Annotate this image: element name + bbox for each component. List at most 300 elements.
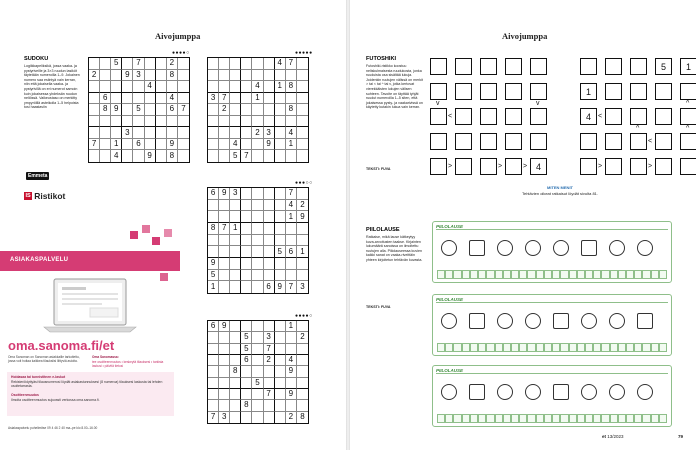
sudoku-cell[interactable]: 7 [208, 412, 219, 423]
sudoku-cell[interactable]: 8 [286, 81, 297, 93]
sudoku-cell[interactable] [111, 93, 122, 105]
sudoku-cell[interactable] [89, 104, 100, 116]
futoshiki-cell[interactable] [655, 108, 672, 125]
sudoku-cell[interactable]: 9 [219, 188, 230, 200]
sudoku-cell[interactable] [264, 150, 275, 162]
futoshiki-cell[interactable] [530, 83, 547, 100]
sudoku-cell[interactable] [297, 344, 308, 355]
sudoku-cell[interactable] [264, 211, 275, 223]
sudoku-cell[interactable]: 6 [100, 93, 111, 105]
futoshiki-cell[interactable]: 4 [530, 158, 547, 175]
sudoku-cell[interactable]: 1 [230, 223, 241, 235]
sudoku-cell[interactable] [275, 211, 286, 223]
sudoku-cell[interactable]: 4 [286, 127, 297, 139]
sudoku-cell[interactable] [241, 389, 252, 400]
futoshiki-cell[interactable] [480, 158, 497, 175]
sudoku-cell[interactable] [230, 235, 241, 247]
sudoku-cell[interactable]: 3 [133, 70, 144, 82]
futoshiki-cell[interactable]: 4 [580, 108, 597, 125]
sudoku-cell[interactable] [230, 58, 241, 70]
sudoku-cell[interactable] [133, 150, 144, 162]
sudoku-cell[interactable] [252, 211, 263, 223]
sudoku-cell[interactable] [264, 70, 275, 82]
sudoku-cell[interactable] [230, 93, 241, 105]
sudoku-cell[interactable]: 8 [230, 366, 241, 377]
sudoku-cell[interactable] [145, 70, 156, 82]
sudoku-cell[interactable] [241, 321, 252, 332]
futoshiki-cell[interactable] [455, 133, 472, 150]
sudoku-cell[interactable] [178, 70, 189, 82]
sudoku-cell[interactable] [219, 246, 230, 258]
sudoku-cell[interactable] [145, 58, 156, 70]
futoshiki-cell[interactable] [505, 158, 522, 175]
sudoku-cell[interactable] [208, 332, 219, 343]
sudoku-cell[interactable] [219, 127, 230, 139]
sudoku-cell[interactable]: 5 [241, 332, 252, 343]
futoshiki-cell[interactable] [605, 133, 622, 150]
sudoku-cell[interactable]: 7 [89, 139, 100, 151]
futoshiki-cell[interactable] [680, 133, 696, 150]
sudoku-cell[interactable] [208, 200, 219, 212]
futoshiki-cell[interactable] [530, 58, 547, 75]
sudoku-cell[interactable] [241, 258, 252, 270]
sudoku-cell[interactable] [286, 223, 297, 235]
sudoku-cell[interactable] [156, 58, 167, 70]
sudoku-cell[interactable]: 1 [111, 139, 122, 151]
sudoku-cell[interactable] [230, 246, 241, 258]
futoshiki-cell[interactable] [455, 58, 472, 75]
sudoku-cell[interactable] [297, 400, 308, 411]
sudoku-cell[interactable]: 1 [208, 281, 219, 293]
sudoku-cell[interactable] [122, 104, 133, 116]
sudoku-cell[interactable] [264, 200, 275, 212]
sudoku-cell[interactable] [208, 139, 219, 151]
sudoku-cell[interactable] [286, 93, 297, 105]
sudoku-cell[interactable] [89, 93, 100, 105]
sudoku-cell[interactable] [156, 70, 167, 82]
sudoku-cell[interactable] [252, 139, 263, 151]
sudoku-cell[interactable]: 7 [286, 58, 297, 70]
sudoku-cell[interactable] [252, 355, 263, 366]
sudoku-cell[interactable] [264, 223, 275, 235]
sudoku-cell[interactable]: 2 [89, 70, 100, 82]
sudoku-cell[interactable] [230, 332, 241, 343]
sudoku-cell[interactable]: 8 [300, 412, 305, 422]
sudoku-cell[interactable] [264, 270, 275, 282]
sudoku-cell[interactable] [230, 104, 241, 116]
sudoku-cell[interactable] [100, 116, 111, 128]
sudoku-cell[interactable] [252, 223, 263, 235]
sudoku-cell[interactable] [252, 116, 263, 128]
sudoku-cell[interactable] [208, 211, 219, 223]
futoshiki-cell[interactable] [605, 158, 622, 175]
sudoku-cell[interactable]: 2 [297, 200, 308, 212]
sudoku-cell[interactable] [230, 116, 241, 128]
sudoku-cell[interactable]: 1 [286, 321, 297, 332]
sudoku-cell[interactable] [208, 70, 219, 82]
sudoku-cell[interactable] [241, 378, 252, 389]
sudoku-cell[interactable]: 7 [286, 188, 297, 200]
sudoku-cell[interactable] [100, 81, 111, 93]
sudoku-cell[interactable]: 2 [252, 127, 263, 139]
sudoku-cell[interactable] [89, 116, 100, 128]
sudoku-cell[interactable] [264, 81, 275, 93]
futoshiki-cell[interactable] [430, 108, 447, 125]
sudoku-cell[interactable] [219, 258, 230, 270]
sudoku-cell[interactable] [230, 400, 241, 411]
sudoku-cell[interactable] [241, 246, 252, 258]
sudoku-cell[interactable] [286, 344, 297, 355]
sudoku-cell[interactable] [297, 258, 308, 270]
sudoku-cell[interactable]: 5 [133, 104, 144, 116]
sudoku-cell[interactable] [230, 200, 241, 212]
sudoku-cell[interactable]: 9 [167, 139, 178, 151]
sudoku-cell[interactable] [297, 70, 308, 82]
sudoku-cell[interactable] [219, 116, 230, 128]
sudoku-cell[interactable] [219, 211, 230, 223]
sudoku-cell[interactable]: 8 [167, 70, 178, 82]
sudoku-cell[interactable]: 9 [286, 389, 297, 400]
sudoku-cell[interactable] [230, 70, 241, 82]
sudoku-cell[interactable] [122, 116, 133, 128]
sudoku-cell[interactable] [286, 378, 297, 389]
sudoku-cell[interactable] [252, 104, 263, 116]
sudoku-cell[interactable] [241, 104, 252, 116]
sudoku-cell[interactable] [219, 270, 230, 282]
futoshiki-cell[interactable] [630, 58, 647, 75]
sudoku-cell[interactable] [208, 246, 219, 258]
sudoku-cell[interactable] [208, 366, 219, 377]
sudoku-cell[interactable] [178, 150, 189, 162]
futoshiki-cell[interactable] [630, 133, 647, 150]
sudoku-cell[interactable] [241, 412, 252, 423]
sudoku-cell[interactable] [100, 150, 111, 162]
sudoku-cell[interactable] [252, 366, 263, 377]
sudoku-cell[interactable] [100, 58, 111, 70]
sudoku-cell[interactable]: 9 [111, 104, 122, 116]
sudoku-cell[interactable] [275, 127, 286, 139]
sudoku-cell[interactable] [230, 355, 241, 366]
sudoku-cell[interactable] [230, 378, 241, 389]
sudoku-cell[interactable] [241, 81, 252, 93]
sudoku-cell[interactable] [167, 127, 178, 139]
answer-boxes[interactable] [437, 414, 667, 423]
sudoku-cell[interactable] [111, 70, 122, 82]
sudoku-cell[interactable] [297, 378, 308, 389]
futoshiki-cell[interactable] [505, 133, 522, 150]
sudoku-cell[interactable]: 1 [297, 246, 308, 258]
sudoku-cell[interactable] [133, 93, 144, 105]
sudoku-cell[interactable]: 8 [241, 400, 252, 411]
sudoku-cell[interactable] [111, 81, 122, 93]
sudoku-cell[interactable] [286, 70, 297, 82]
sudoku-cell[interactable] [178, 139, 189, 151]
sudoku-cell[interactable] [219, 355, 230, 366]
sudoku-cell[interactable] [275, 400, 286, 411]
sudoku-cell[interactable] [230, 211, 241, 223]
sudoku-cell[interactable] [252, 281, 263, 293]
futoshiki-cell[interactable] [430, 58, 447, 75]
sudoku-cell[interactable] [219, 400, 230, 411]
sudoku-cell[interactable]: 8 [100, 104, 111, 116]
futoshiki-cell[interactable] [480, 83, 497, 100]
futoshiki-cell[interactable] [505, 83, 522, 100]
sudoku-cell[interactable] [252, 389, 263, 400]
sudoku-cell[interactable]: 6 [167, 104, 178, 116]
sudoku-cell[interactable] [219, 235, 230, 247]
sudoku-cell[interactable] [286, 332, 297, 343]
sudoku-cell[interactable] [156, 139, 167, 151]
sudoku-cell[interactable] [178, 58, 189, 70]
futoshiki-cell[interactable]: 1 [680, 58, 696, 75]
sudoku-cell[interactable]: 4 [275, 58, 286, 70]
sudoku-cell[interactable]: 3 [264, 332, 275, 343]
sudoku-cell[interactable] [178, 127, 189, 139]
sudoku-cell[interactable] [275, 150, 286, 162]
sudoku-cell[interactable] [297, 116, 308, 128]
sudoku-cell[interactable] [252, 412, 263, 423]
sudoku-cell[interactable] [297, 355, 308, 366]
sudoku-cell[interactable] [241, 139, 252, 151]
sudoku-cell[interactable] [241, 211, 252, 223]
sudoku-cell[interactable] [167, 116, 178, 128]
sudoku-cell[interactable] [156, 93, 167, 105]
sudoku-grid-3[interactable] [207, 187, 309, 294]
futoshiki-cell[interactable] [455, 108, 472, 125]
sudoku-cell[interactable] [219, 332, 230, 343]
sudoku-cell[interactable] [208, 344, 219, 355]
sudoku-cell[interactable]: 6 [264, 281, 275, 293]
sudoku-cell[interactable] [286, 400, 297, 411]
sudoku-cell[interactable] [219, 58, 230, 70]
sudoku-cell[interactable] [264, 235, 275, 247]
sudoku-cell[interactable] [241, 281, 252, 293]
sudoku-cell[interactable] [264, 400, 275, 411]
sudoku-cell[interactable]: 9 [297, 211, 308, 223]
sudoku-cell[interactable] [230, 321, 241, 332]
sudoku-cell[interactable]: 6 [208, 321, 219, 332]
sudoku-cell[interactable]: 9 [264, 139, 275, 151]
futoshiki-cell[interactable] [605, 108, 622, 125]
sudoku-cell[interactable] [230, 281, 241, 293]
sudoku-cell[interactable]: 9 [275, 281, 286, 293]
sudoku-cell[interactable] [133, 127, 144, 139]
sudoku-cell[interactable] [275, 258, 286, 270]
sudoku-cell[interactable]: 9 [286, 366, 297, 377]
sudoku-cell[interactable] [145, 93, 156, 105]
sudoku-cell[interactable]: 1 [286, 211, 297, 223]
sudoku-cell[interactable] [122, 150, 133, 162]
sudoku-cell[interactable]: 7 [178, 104, 189, 116]
sudoku-cell[interactable] [252, 246, 263, 258]
sudoku-cell[interactable] [241, 70, 252, 82]
futoshiki-cell[interactable] [480, 108, 497, 125]
sudoku-cell[interactable] [275, 188, 286, 200]
sudoku-cell[interactable] [252, 332, 263, 343]
futoshiki-cell[interactable] [505, 58, 522, 75]
sudoku-cell[interactable] [297, 270, 308, 282]
sudoku-cell[interactable] [156, 150, 167, 162]
sudoku-cell[interactable] [264, 58, 275, 70]
futoshiki-cell[interactable] [455, 158, 472, 175]
sudoku-cell[interactable] [275, 139, 286, 151]
sudoku-cell[interactable]: 1 [252, 93, 263, 105]
sudoku-cell[interactable]: 6 [133, 139, 144, 151]
sudoku-cell[interactable] [252, 235, 263, 247]
sudoku-cell[interactable] [156, 127, 167, 139]
futoshiki-cell[interactable] [655, 133, 672, 150]
sudoku-cell[interactable] [264, 321, 275, 332]
sudoku-cell[interactable]: 9 [219, 321, 230, 332]
sudoku-cell[interactable] [241, 270, 252, 282]
sudoku-cell[interactable] [241, 127, 252, 139]
sudoku-cell[interactable] [297, 150, 308, 162]
sudoku-cell[interactable] [219, 70, 230, 82]
sudoku-cell[interactable]: 3 [208, 93, 219, 105]
sudoku-cell[interactable] [264, 412, 275, 423]
sudoku-cell[interactable] [230, 81, 241, 93]
sudoku-cell[interactable] [219, 139, 230, 151]
sudoku-cell[interactable] [133, 81, 144, 93]
sudoku-cell[interactable]: 4 [145, 81, 156, 93]
sudoku-cell[interactable] [219, 366, 230, 377]
sudoku-cell[interactable] [208, 150, 219, 162]
sudoku-cell[interactable] [111, 127, 122, 139]
sudoku-grid-4[interactable] [207, 320, 309, 424]
futoshiki-cell[interactable] [430, 83, 447, 100]
sudoku-cell[interactable]: 6 [208, 188, 219, 200]
futoshiki-cell[interactable]: 1 [580, 83, 597, 100]
answer-boxes[interactable] [437, 343, 667, 352]
sudoku-cell[interactable] [252, 58, 263, 70]
sudoku-cell[interactable] [264, 116, 275, 128]
sudoku-cell[interactable] [275, 235, 286, 247]
sudoku-cell[interactable]: 5 [230, 150, 241, 162]
sudoku-cell[interactable]: 9 [145, 150, 156, 162]
sudoku-cell[interactable] [208, 235, 219, 247]
futoshiki-cell[interactable]: 5 [655, 58, 672, 75]
sudoku-cell[interactable] [167, 81, 178, 93]
sudoku-cell[interactable]: 4 [252, 81, 263, 93]
sudoku-cell[interactable]: 3 [122, 127, 133, 139]
sudoku-cell[interactable] [275, 200, 286, 212]
sudoku-cell[interactable]: 2 [219, 104, 230, 116]
futoshiki-cell[interactable] [580, 58, 597, 75]
sudoku-cell[interactable] [252, 258, 263, 270]
sudoku-cell[interactable] [230, 412, 241, 423]
sudoku-cell[interactable] [297, 139, 308, 151]
sudoku-cell[interactable]: 2 [264, 355, 275, 366]
sudoku-cell[interactable]: 4 [111, 150, 122, 162]
sudoku-cell[interactable] [252, 188, 263, 200]
sudoku-cell[interactable] [178, 81, 189, 93]
sudoku-cell[interactable]: 5 [111, 58, 122, 70]
sudoku-cell[interactable] [208, 116, 219, 128]
sudoku-cell[interactable]: 7 [264, 344, 275, 355]
sudoku-cell[interactable] [297, 58, 308, 70]
futoshiki-cell[interactable] [655, 83, 672, 100]
sudoku-cell[interactable]: 8 [167, 150, 178, 162]
sudoku-cell[interactable] [219, 81, 230, 93]
sudoku-cell[interactable] [275, 93, 286, 105]
futoshiki-cell[interactable] [580, 133, 597, 150]
sudoku-cell[interactable]: 3 [219, 412, 230, 423]
sudoku-cell[interactable] [178, 93, 189, 105]
sudoku-cell[interactable] [122, 93, 133, 105]
sudoku-cell[interactable] [275, 355, 286, 366]
sudoku-cell[interactable]: 2 [286, 412, 297, 423]
futoshiki-cell[interactable] [530, 133, 547, 150]
sudoku-cell[interactable] [208, 58, 219, 70]
sudoku-cell[interactable] [208, 378, 219, 389]
ad-url[interactable]: oma.sanoma.fi/et [8, 338, 115, 353]
sudoku-cell[interactable] [297, 81, 308, 93]
sudoku-cell[interactable]: 3 [300, 282, 305, 292]
sudoku-cell[interactable] [230, 344, 241, 355]
sudoku-grid-2[interactable] [207, 57, 309, 163]
sudoku-cell[interactable] [156, 81, 167, 93]
sudoku-cell[interactable]: 7 [219, 93, 230, 105]
sudoku-cell[interactable] [264, 246, 275, 258]
sudoku-cell[interactable] [264, 188, 275, 200]
sudoku-cell[interactable] [219, 389, 230, 400]
sudoku-cell[interactable] [230, 270, 241, 282]
sudoku-cell[interactable]: 9 [122, 70, 133, 82]
sudoku-cell[interactable] [297, 321, 308, 332]
sudoku-cell[interactable]: 5 [241, 344, 252, 355]
sudoku-grid-1[interactable] [88, 57, 190, 163]
sudoku-cell[interactable] [145, 104, 156, 116]
futoshiki-cell[interactable] [680, 108, 696, 125]
sudoku-cell[interactable] [252, 270, 263, 282]
sudoku-cell[interactable] [100, 70, 111, 82]
sudoku-cell[interactable] [275, 321, 286, 332]
sudoku-cell[interactable] [264, 258, 275, 270]
sudoku-cell[interactable] [133, 116, 144, 128]
sudoku-cell[interactable] [89, 58, 100, 70]
sudoku-cell[interactable]: 3 [264, 127, 275, 139]
sudoku-cell[interactable]: 4 [286, 355, 297, 366]
sudoku-cell[interactable] [264, 104, 275, 116]
futoshiki-cell[interactable] [605, 58, 622, 75]
sudoku-cell[interactable] [145, 139, 156, 151]
sudoku-cell[interactable]: 8 [286, 104, 297, 116]
sudoku-cell[interactable] [297, 188, 308, 200]
sudoku-cell[interactable] [275, 104, 286, 116]
sudoku-cell[interactable] [286, 116, 297, 128]
futoshiki-cell[interactable] [480, 58, 497, 75]
futoshiki-cell[interactable] [655, 158, 672, 175]
sudoku-cell[interactable] [275, 412, 286, 423]
sudoku-cell[interactable] [145, 116, 156, 128]
sudoku-cell[interactable] [241, 188, 252, 200]
sudoku-cell[interactable]: 4 [230, 139, 241, 151]
futoshiki-cell[interactable] [580, 158, 597, 175]
sudoku-cell[interactable] [252, 344, 263, 355]
sudoku-cell[interactable] [286, 150, 297, 162]
sudoku-cell[interactable]: 7 [219, 223, 230, 235]
sudoku-cell[interactable] [219, 200, 230, 212]
sudoku-cell[interactable] [89, 127, 100, 139]
sudoku-cell[interactable]: 7 [264, 389, 275, 400]
sudoku-cell[interactable]: 5 [275, 246, 286, 258]
sudoku-cell[interactable] [297, 127, 308, 139]
futoshiki-cell[interactable] [630, 108, 647, 125]
sudoku-cell[interactable] [122, 81, 133, 93]
sudoku-cell[interactable] [241, 58, 252, 70]
sudoku-cell[interactable] [100, 127, 111, 139]
sudoku-cell[interactable] [219, 344, 230, 355]
